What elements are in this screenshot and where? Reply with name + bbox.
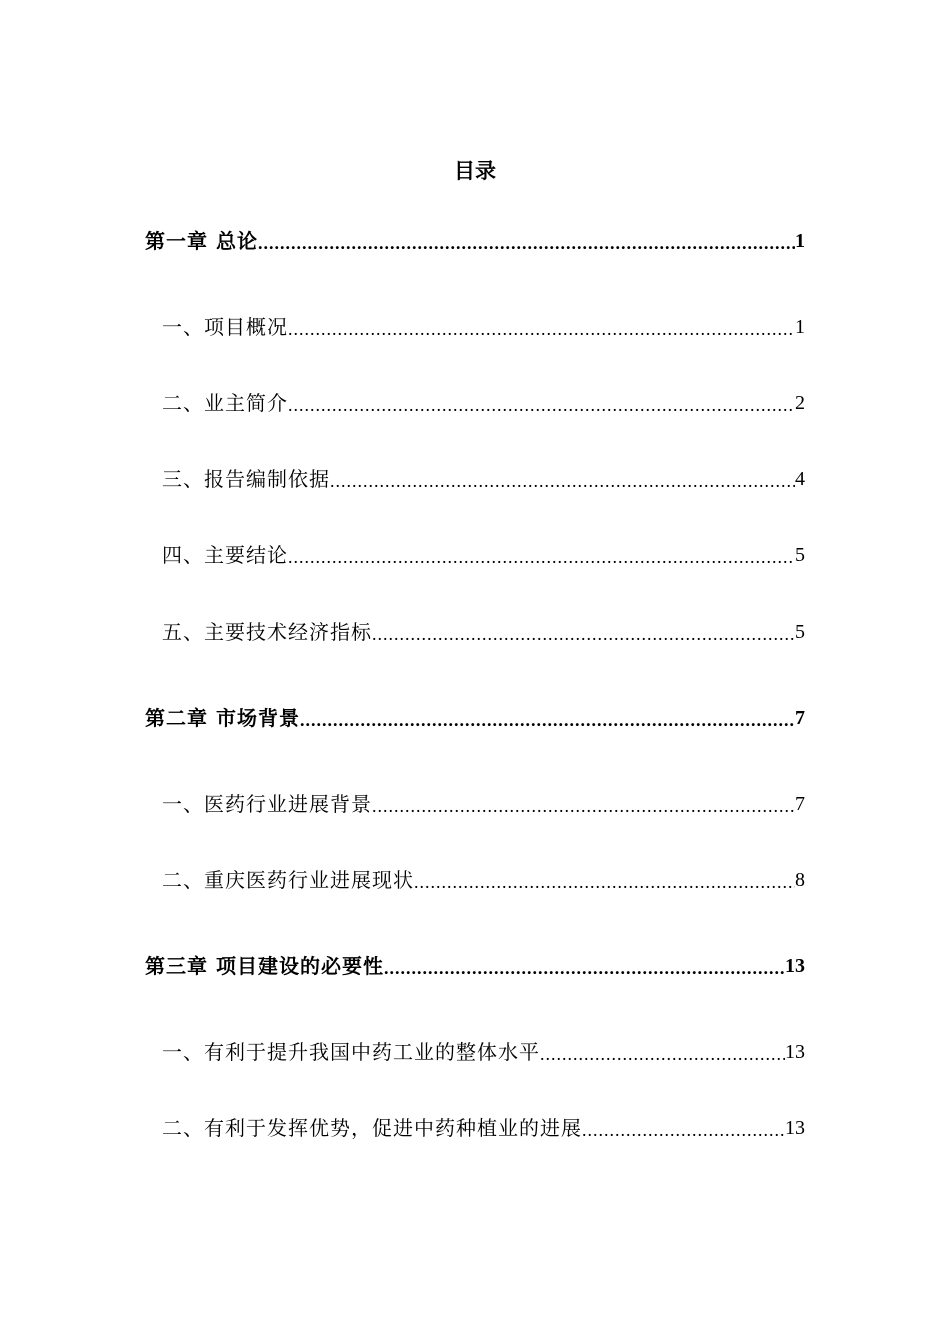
toc-entry-section[interactable] xyxy=(162,1113,805,1143)
toc-entry-page: 4 xyxy=(795,468,805,490)
toc-entry-label: 一、有利于提升我国中药工业的整体水平 xyxy=(162,1040,540,1064)
toc-entry-page: 13 xyxy=(785,955,805,977)
toc-leader-dots xyxy=(300,707,795,733)
toc-entry-page: 1 xyxy=(795,230,805,252)
toc-entry-chapter-2[interactable] xyxy=(145,703,805,733)
toc-entry-label: 五、主要技术经济指标 xyxy=(162,620,372,644)
toc-entry-label: 一、项目概况 xyxy=(162,315,288,339)
toc-entry-section[interactable] xyxy=(162,617,805,647)
toc-leader-dots xyxy=(372,793,795,819)
toc-entry-section[interactable] xyxy=(162,540,805,570)
toc-entry-page: 7 xyxy=(795,793,805,815)
toc-entry-label: 第二章 市场背景 xyxy=(145,706,300,730)
toc-entry-page: 2 xyxy=(795,392,805,414)
toc-leader-dots xyxy=(582,1117,785,1143)
toc-entry-page: 5 xyxy=(795,621,805,643)
toc-entry-label: 第一章 总论 xyxy=(145,229,258,253)
toc-leader-dots xyxy=(540,1041,785,1067)
toc-entry-label: 二、业主简介 xyxy=(162,391,288,415)
toc-leader-dots xyxy=(288,316,795,342)
toc-entry-section[interactable] xyxy=(162,312,805,342)
toc-entry-page: 8 xyxy=(795,869,805,891)
toc-leader-dots xyxy=(372,621,795,647)
toc-entry-page: 13 xyxy=(785,1041,805,1063)
toc-entry-section[interactable] xyxy=(162,388,805,418)
toc-entry-label: 二、有利于发挥优势，促进中药种植业的进展 xyxy=(162,1116,582,1140)
toc-leader-dots xyxy=(330,468,795,494)
toc-entry-section[interactable] xyxy=(162,865,805,895)
toc-entry-label: 四、主要结论 xyxy=(162,543,288,567)
toc-leader-dots xyxy=(384,955,785,981)
toc-entry-section[interactable] xyxy=(162,789,805,819)
toc-leader-dots xyxy=(288,392,795,418)
toc-entry-chapter-3[interactable] xyxy=(145,951,805,981)
toc-entry-page: 13 xyxy=(785,1117,805,1139)
toc-leader-dots xyxy=(288,544,795,570)
toc-entry-page: 1 xyxy=(795,316,805,338)
toc-entry-section[interactable] xyxy=(162,464,805,494)
toc-entry-label: 三、报告编制依据 xyxy=(162,467,330,491)
toc-entry-label: 第三章 项目建设的必要性 xyxy=(145,954,384,978)
toc-entry-page: 5 xyxy=(795,544,805,566)
toc-entry-section[interactable] xyxy=(162,1037,805,1067)
toc-entry-label: 一、医药行业进展背景 xyxy=(162,792,372,816)
toc-entry-page: 7 xyxy=(795,707,805,729)
toc-leader-dots xyxy=(414,869,795,895)
toc-title: 目录 xyxy=(454,159,496,183)
toc-entry-label: 二、重庆医药行业进展现状 xyxy=(162,868,414,892)
toc-entry-chapter-1[interactable] xyxy=(145,226,805,256)
toc-leader-dots xyxy=(258,230,795,256)
